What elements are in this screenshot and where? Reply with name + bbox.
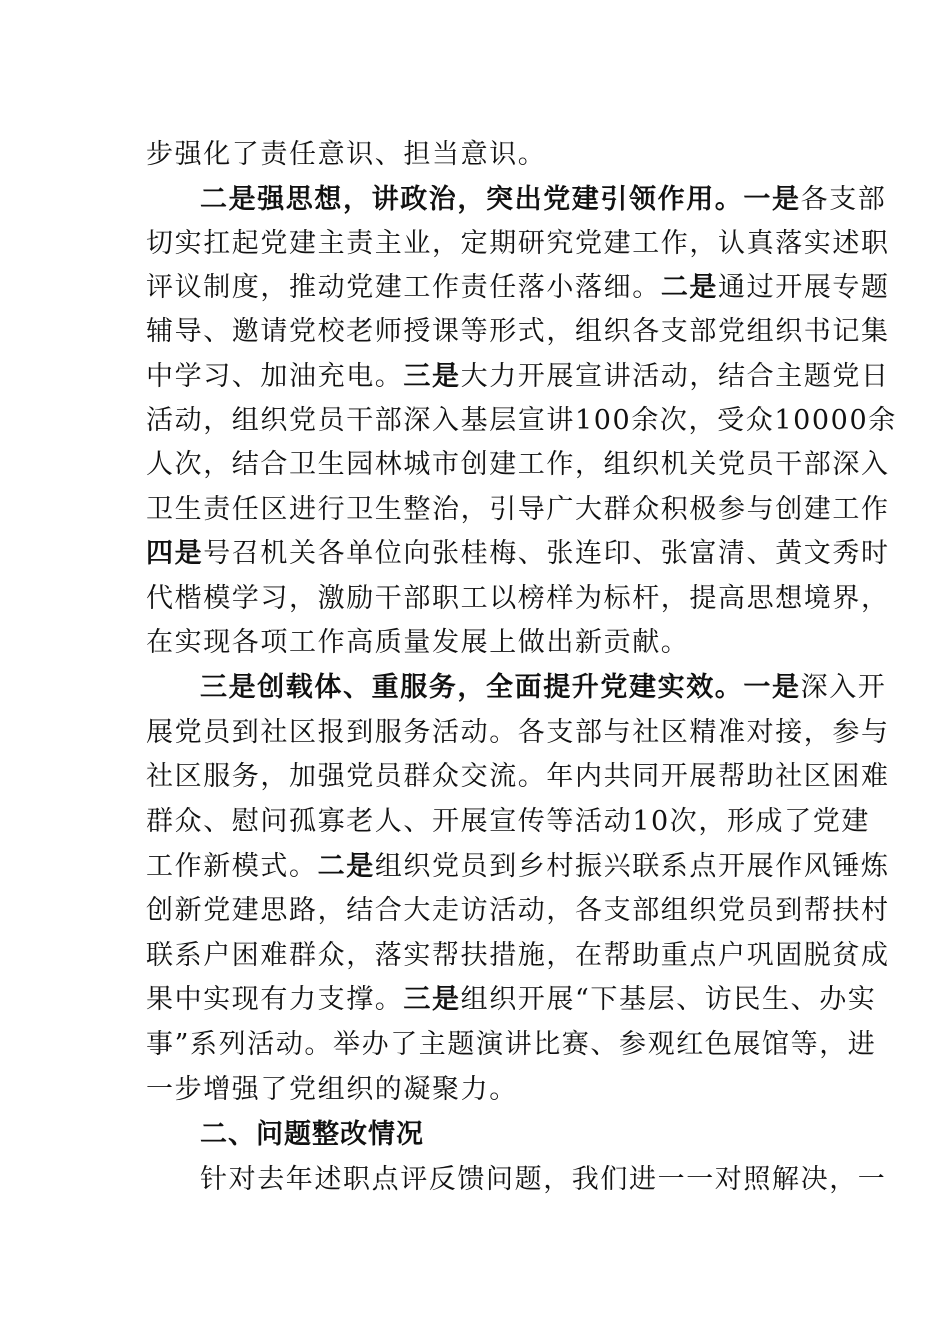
text-line: 活动，组织党员干部深入基层宣讲100余次，受众10000余 bbox=[146, 405, 897, 436]
text-line: 评议制度，推动党建工作责任落小落细。二是通过开展专题 bbox=[146, 272, 890, 303]
text-line: 事”系列活动。举办了主题演讲比赛、参观红色展馆等，进 bbox=[146, 1029, 877, 1060]
text-line: 社区服务，加强党员群众交流。年内共同开展帮助社区困难 bbox=[146, 761, 890, 792]
text-line: 工作新模式。二是组织党员到乡村振兴联系点开展作风锤炼 bbox=[146, 851, 890, 882]
section-heading-line: 三是创载体、重服务，全面提升党建实效。一是深入开 bbox=[200, 672, 887, 703]
text-line: 果中实现有力支撑。三是组织开展“下基层、访民生、办实 bbox=[146, 984, 877, 1015]
section-heading-line: 二是强思想，讲政治，突出党建引领作用。一是各支部 bbox=[200, 184, 887, 215]
text-line: 中学习、加油充电。三是大力开展宣讲活动，结合主题党日 bbox=[146, 361, 890, 392]
text-line: 联系户困难群众，落实帮扶措施，在帮助重点户巩固脱贫成 bbox=[146, 940, 890, 971]
chapter-heading: 二、问题整改情况 bbox=[200, 1119, 424, 1150]
text-line: 创新党建思路，结合大走访活动，各支部组织党员到帮扶村 bbox=[146, 895, 890, 926]
text-line: 针对去年述职点评反馈问题，我们进一一对照解决，一 bbox=[200, 1164, 887, 1195]
text-line: 展党员到社区报到服务活动。各支部与社区精准对接，参与 bbox=[146, 717, 890, 748]
text-line: 卫生责任区进行卫生整治，引导广大群众积极参与创建工作 bbox=[146, 494, 890, 525]
text-line: 切实扛起党建主责主业，定期研究党建工作，认真落实述职 bbox=[146, 228, 890, 259]
text-line: 一步增强了党组织的凝聚力。 bbox=[146, 1074, 518, 1105]
text-line: 四是号召机关各单位向张桂梅、张连印、张富清、黄文秀时 bbox=[146, 538, 890, 569]
text-line: 代楷模学习，激励干部职工以榜样为标杆，提高思想境界， bbox=[146, 583, 890, 614]
text-line: 步强化了责任意识、担当意识。 bbox=[146, 139, 547, 170]
text-line: 辅导、邀请党校老师授课等形式，组织各支部党组织书记集 bbox=[146, 316, 890, 347]
text-line: 群众、慰问孤寡老人、开展宣传等活动10次，形成了党建 bbox=[146, 806, 870, 837]
text-line: 在实现各项工作高质量发展上做出新贡献。 bbox=[146, 627, 690, 658]
text-line: 人次，结合卫生园林城市创建工作，组织机关党员干部深入 bbox=[146, 449, 890, 480]
